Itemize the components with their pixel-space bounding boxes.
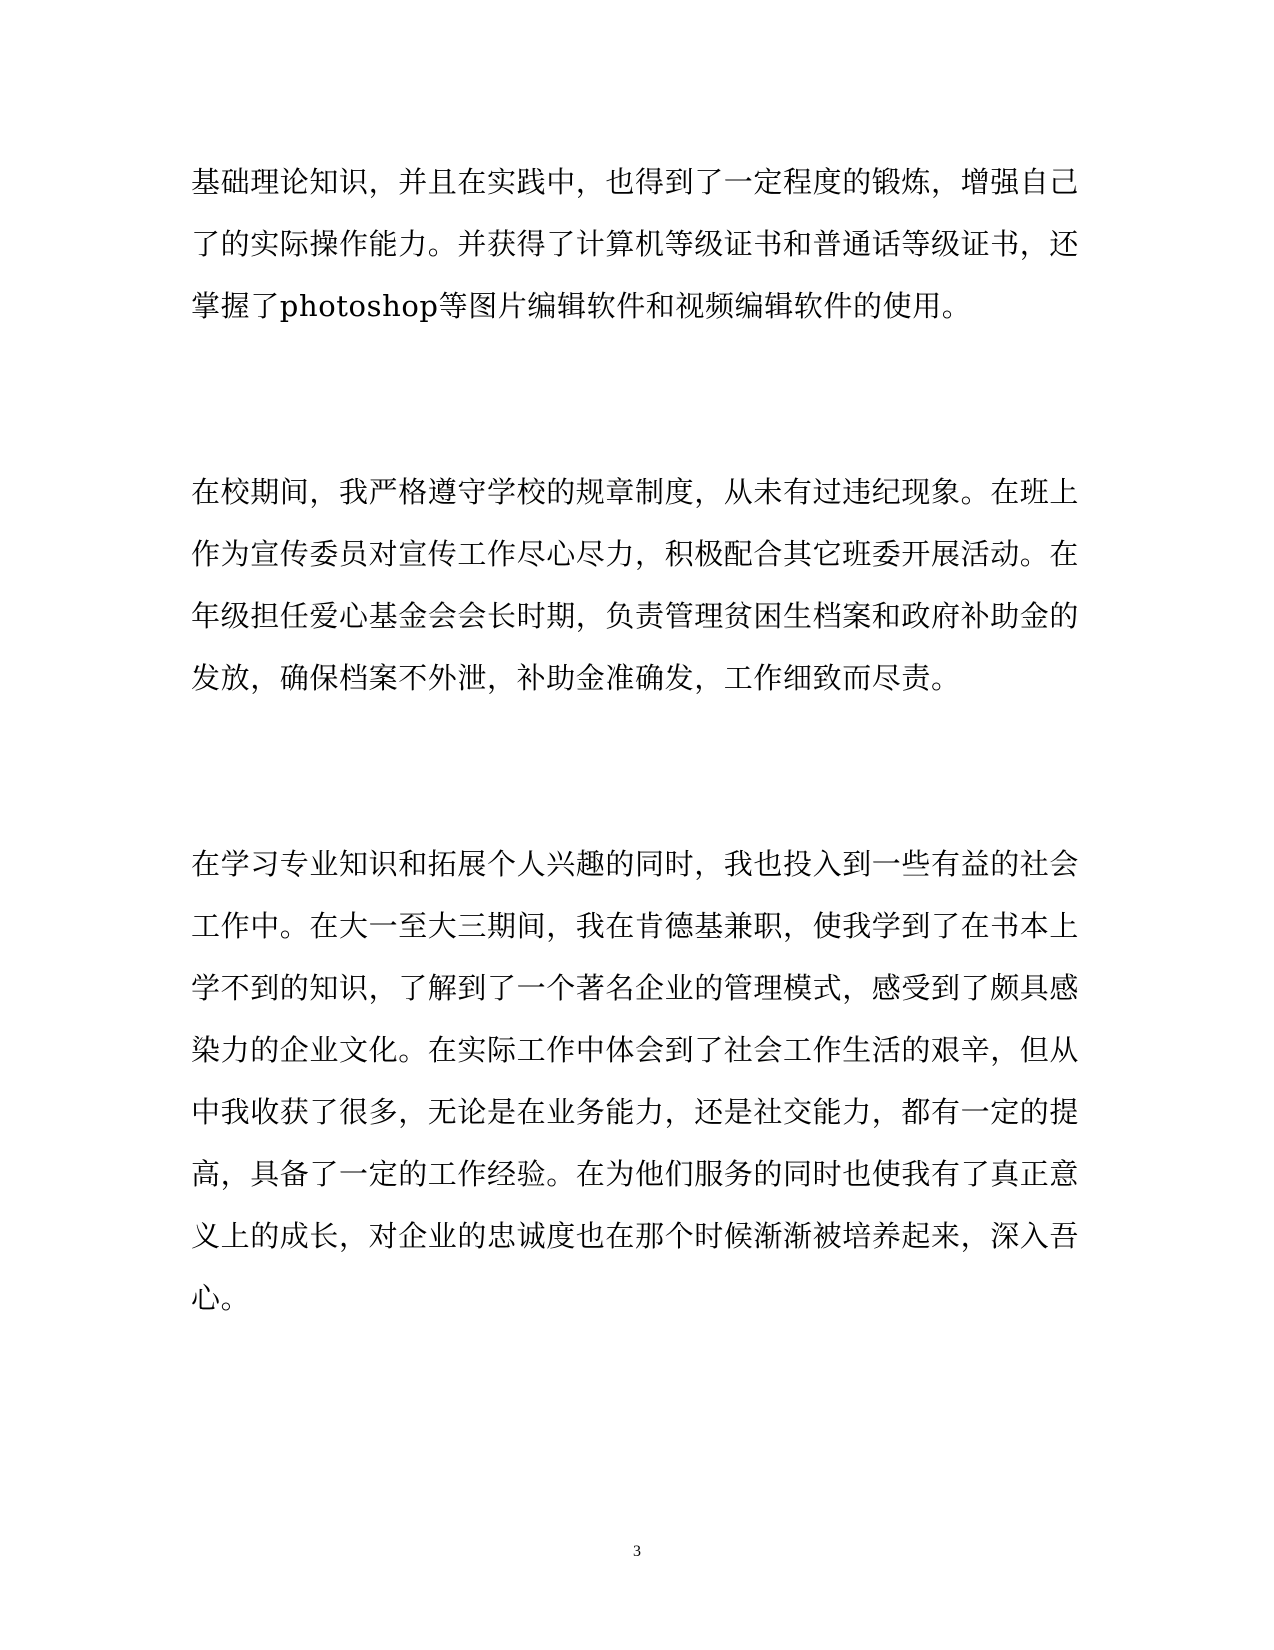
paragraph-line: 作为宣传委员对宣传工作尽心尽力，积极配合其它班委开展活动。在: [191, 537, 1080, 571]
paragraph-line: 了的实际操作能力。并获得了计算机等级证书和普通话等级证书，还: [191, 227, 1080, 261]
paragraph-line: 学不到的知识，了解到了一个著名企业的管理模式，感受到了颇具感: [191, 971, 1080, 1005]
paragraph-line: 掌握了photoshop等图片编辑软件和视频编辑软件的使用。: [191, 289, 972, 323]
paragraph-line: 基础理论知识，并且在实践中，也得到了一定程度的锻炼，增强自己: [191, 165, 1080, 199]
paragraph-line: 发放，确保档案不外泄，补助金准确发，工作细致而尽责。: [191, 661, 961, 695]
paragraph-line: 在学习专业知识和拓展个人兴趣的同时，我也投入到一些有益的社会: [191, 847, 1080, 881]
paragraph-line: 中我收获了很多，无论是在业务能力，还是社交能力，都有一定的提: [191, 1095, 1080, 1129]
paragraph-line: 年级担任爱心基金会会长时期，负责管理贫困生档案和政府补助金的: [191, 599, 1080, 633]
paragraph-line: 工作中。在大一至大三期间，我在肯德基兼职，使我学到了在书本上: [191, 909, 1080, 943]
paragraph-line: 染力的企业文化。在实际工作中体会到了社会工作生活的艰辛，但从: [191, 1033, 1080, 1067]
paragraph-line: 心。: [191, 1281, 251, 1315]
paragraph-line: 在校期间，我严格遵守学校的规章制度，从未有过违纪现象。在班上: [191, 475, 1080, 509]
paragraph-line: 义上的成长，对企业的忠诚度也在那个时候渐渐被培养起来，深入吾: [191, 1219, 1080, 1253]
page-number: 3: [633, 1543, 641, 1560]
paragraph-line: 高，具备了一定的工作经验。在为他们服务的同时也使我有了真正意: [191, 1157, 1080, 1191]
